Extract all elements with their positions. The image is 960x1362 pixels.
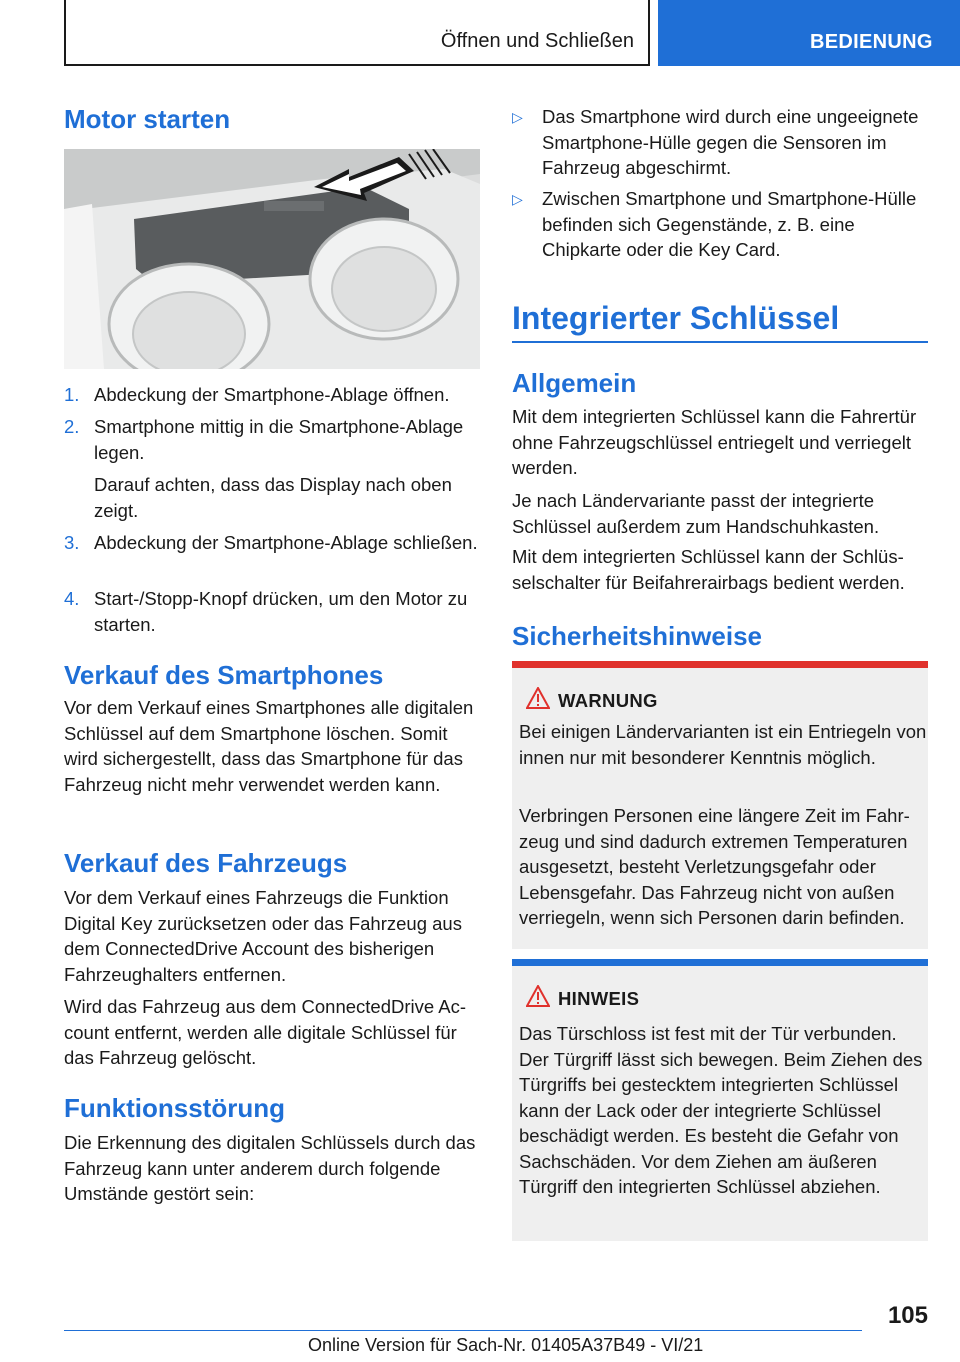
heading-verkauf-smartphones: Verkauf des Smartphones <box>64 660 384 690</box>
footer-rule <box>64 1330 862 1331</box>
header-section-tab <box>64 0 650 66</box>
smartphone-tray-image <box>64 149 480 369</box>
notice-box <box>512 959 928 1241</box>
section-title: Öffnen und Schließen <box>440 30 634 52</box>
warning-box <box>512 661 928 949</box>
step-text: Abdeckung der Smartphone-Ablage schließen. <box>94 532 478 553</box>
heading-allgemein: Allgemein <box>512 368 637 398</box>
paragraph-allgemein-1: Mit dem integrierten Schlüssel kann die Fahrertür ohne Fahrzeugschlüssel entriegelt und verriegelt werden. <box>512 406 917 478</box>
step-text: Start-/Stopp-Knopf drücken, um den Motor zu starten. <box>94 588 468 635</box>
step-number: 4. <box>64 588 80 609</box>
notice-bar <box>512 959 928 966</box>
warning-triangle-icon <box>526 687 550 709</box>
heading-motor-starten: Motor starten <box>64 104 231 134</box>
step-text: Smartphone mittig in die Smartphone-Ablage legen. <box>94 416 464 463</box>
triangle-bullet-icon: ▷ <box>512 191 523 207</box>
step-text: Abdeckung der Smartphone-Ablage öffnen. <box>94 384 450 405</box>
step-number: 1. <box>64 384 80 405</box>
smartphone-tray-photo <box>64 149 480 369</box>
chapter-title: BEDIENUNG <box>810 31 933 53</box>
paragraph-allgemein-2: Je nach Ländervariante passt der integrierte Schlüssel außerdem zum Handschuhkasten. <box>512 490 880 537</box>
paragraph-verkauf-fahrzeugs-2: Wird das Fahrzeug aus dem ConnectedDrive Account entfernt, werden alle digitale Schlüssel für das Fahrzeug gelöscht. <box>64 996 467 1068</box>
heading-verkauf-fahrzeugs: Verkauf des Fahrzeugs <box>64 848 348 878</box>
warning-text-2: Verbringen Personen eine längere Zeit im Fahrzeug und sind dadurch extremen Temperaturen ausgesetzt, besteht Verletzungsgefahr oder Lebensgefahr. Das Fahrzeug nicht von außen verriegeln, wenn sich Personen darin befinden. <box>519 805 910 928</box>
step-number: 3. <box>64 532 80 553</box>
step-number: 2. <box>64 416 80 437</box>
paragraph-verkauf-smartphones: Vor dem Verkauf eines Smartphones alle digitalen Schlüssel auf dem Smartphone löschen. Somit wird sichergestellt, dass das Smartphone für das Fahrzeug nicht mehr verwendet werden kann. <box>64 697 474 795</box>
warning-triangle-icon <box>526 985 550 1007</box>
step-text: Darauf achten, dass das Display nach oben zeigt. <box>94 474 452 521</box>
warning-text-1: Bei einigen Ländervarianten ist ein Entriegeln von innen nur mit besonderer Kenntnis möglich. <box>519 721 927 768</box>
heading-rule <box>512 341 928 343</box>
paragraph-funktionsstoerung: Die Erkennung des digitalen Schlüssels durch das Fahrzeug kann unter anderem durch folgende Umstände gestört sein: <box>64 1132 476 1204</box>
notice-title: HINWEIS <box>558 988 640 1009</box>
warning-title: WARNUNG <box>558 690 658 711</box>
footer-text: Online Version für Sach-Nr. 01405A37B49 - VI/21 <box>308 1335 704 1355</box>
heading-sicherheitshinweise: Sicherheitshinweise <box>512 621 762 651</box>
header-chapter-tab <box>658 0 960 66</box>
bullet-text: Das Smartphone wird durch eine ungeeignete Smartphone-Hülle gegen die Sensoren im Fahrzeug abgeschirmt. <box>542 106 919 178</box>
heading-funktionsstoerung: Funktionsstörung <box>64 1093 285 1123</box>
heading-integrierter-schluessel: Integrierter Schlüssel <box>512 300 840 336</box>
paragraph-verkauf-fahrzeugs-1: Vor dem Verkauf eines Fahrzeugs die Funktion Digital Key zurücksetzen oder das Fahrzeug aus dem ConnectedDrive Account des bisherigen Fahrzeughalters entfernen. <box>64 887 462 985</box>
notice-text: Das Türschloss ist fest mit der Tür verbunden. Der Türgriff lässt sich bewegen. Beim Ziehen des Türgriffs bei gestecktem integrierten Schlüssel kann der Lack oder der integrierte Schlüssel beschädigt werden. Es besteht die Gefahr von Sachschäden. Vor dem Ziehen am äußeren Türgriff den integrierten Schlüssel abziehen. <box>519 1023 923 1197</box>
triangle-bullet-icon: ▷ <box>512 109 523 125</box>
warning-bar <box>512 661 928 668</box>
page-number: 105 <box>887 1302 928 1329</box>
bullet-text: Zwischen Smartphone und Smartphone-Hülle befinden sich Gegenstände, z. B. eine Chipkarte oder die Key Card. <box>542 188 917 260</box>
paragraph-allgemein-3: Mit dem integrierten Schlüssel kann der Schlüsselschalter für Beifahrerairbags bedient werden. <box>512 546 905 593</box>
